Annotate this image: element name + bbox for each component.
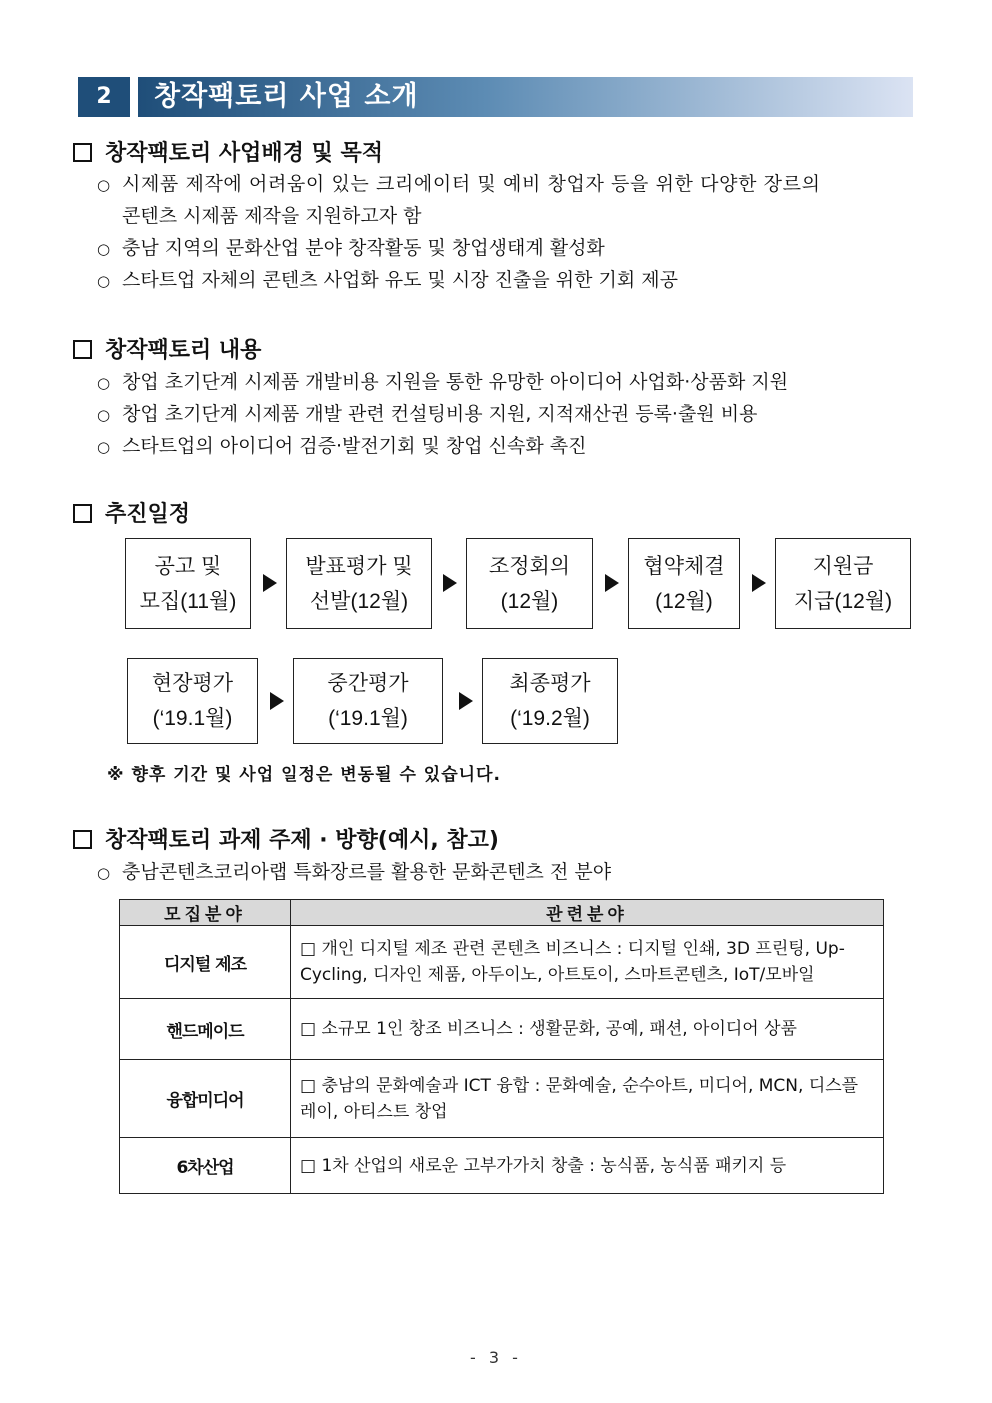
column-header-related: 관련분야 xyxy=(291,900,884,926)
table-row xyxy=(120,926,884,999)
arrow-right-icon xyxy=(459,692,473,710)
column-header-category: 모집분야 xyxy=(120,900,291,926)
schedule-step: 발표평가 및 선발(12월) xyxy=(286,538,432,629)
category-cell: 융합미디어 xyxy=(120,1060,291,1138)
section-heading-topics: 창작팩토리 과제 주제 · 방향(예시, 참고) xyxy=(73,823,499,854)
page-number: - 3 - xyxy=(470,1348,522,1367)
checkbox-square-icon xyxy=(73,504,92,523)
section-heading-content: 창작팩토리 내용 xyxy=(73,333,261,364)
list-item: ○ 스타트업의 아이디어 검증·발전기회 및 창업 신속화 촉진 xyxy=(97,433,586,460)
description-cell: □ 충남의 문화예술과 ICT 융합 : 문화예술, 순수아트, 미디어, MCN, 디스플레이, 아티스트 창업 xyxy=(291,1060,884,1138)
circle-bullet-icon: ○ xyxy=(97,406,111,424)
description-cell: □ 개인 디지털 제조 관련 콘텐츠 비즈니스 : 디지털 인쇄, 3D 프린팅, Up-Cycling, 디자인 제품, 아두이노, 아트토이, 스마트콘텐츠, IoT/모바일 xyxy=(291,926,884,999)
schedule-step: 중간평가 (‘19.1월) xyxy=(293,658,443,744)
schedule-step: 협약체결 (12월) xyxy=(628,538,740,629)
table-row xyxy=(120,999,884,1060)
circle-bullet-icon: ○ xyxy=(97,240,111,258)
circle-bullet-icon: ○ xyxy=(97,438,111,456)
description-cell: □ 소규모 1인 창조 비즈니스 : 생활문화, 공예, 패션, 아이디어 상품 xyxy=(291,999,884,1060)
schedule-note: ※ 향후 기간 및 사업 일정은 변동될 수 있습니다. xyxy=(107,765,501,785)
checkbox-square-icon xyxy=(73,830,92,849)
schedule-step: 최종평가 (‘19.2월) xyxy=(482,658,618,744)
arrow-right-icon xyxy=(752,574,766,592)
fields-table xyxy=(119,899,884,1194)
schedule-step: 조정회의 (12월) xyxy=(466,538,593,629)
category-cell: 디지털 제조 xyxy=(120,926,291,999)
circle-bullet-icon: ○ xyxy=(97,374,111,392)
list-item-continuation: 콘텐츠 시제품 제작을 지원하고자 함 xyxy=(122,205,422,227)
list-item: ○ 충남콘텐츠코리아랩 특화장르를 활용한 문화콘텐츠 전 분야 xyxy=(97,859,611,886)
description-cell: □ 1차 산업의 새로운 고부가가치 창출 : 농식품, 농식품 패키지 등 xyxy=(291,1138,884,1194)
list-item: ○ 창업 초기단계 시제품 개발비용 지원을 통한 유망한 아이디어 사업화·상품화 지원 xyxy=(97,369,788,396)
list-item: ○ 충남 지역의 문화산업 분야 창작활동 및 창업생태계 활성화 xyxy=(97,235,605,262)
checkbox-square-icon xyxy=(73,143,92,162)
table-header-row xyxy=(120,900,884,926)
checkbox-square-icon xyxy=(73,340,92,359)
list-item: ○ 창업 초기단계 시제품 개발 관련 컨설팅비용 지원, 지적재산권 등록·출원 비용 xyxy=(97,401,757,428)
schedule-step: 지원금 지급(12월) xyxy=(775,538,911,629)
arrow-right-icon xyxy=(443,574,457,592)
section-number-badge: 2 xyxy=(78,77,130,117)
arrow-right-icon xyxy=(270,692,284,710)
category-cell: 핸드메이드 xyxy=(120,999,291,1060)
section-heading-background: 창작팩토리 사업배경 및 목적 xyxy=(73,136,383,167)
circle-bullet-icon: ○ xyxy=(97,864,111,882)
page-title: 창작팩토리 사업 소개 xyxy=(154,81,419,112)
circle-bullet-icon: ○ xyxy=(97,176,111,194)
circle-bullet-icon: ○ xyxy=(97,272,111,290)
category-cell: 6차산업 xyxy=(120,1138,291,1194)
arrow-right-icon xyxy=(605,574,619,592)
list-item: ○ 스타트업 자체의 콘텐츠 사업화 유도 및 시장 진출을 위한 기회 제공 xyxy=(97,267,678,294)
list-item: ○ 시제품 제작에 어려움이 있는 크리에이터 및 예비 창업자 등을 위한 다양한 장르의 xyxy=(97,171,821,198)
section-title-bar xyxy=(138,77,913,117)
schedule-step: 현장평가 (‘19.1월) xyxy=(127,658,258,744)
table-row xyxy=(120,1138,884,1194)
schedule-step: 공고 및 모집(11월) xyxy=(125,538,251,629)
arrow-right-icon xyxy=(263,574,277,592)
table-row xyxy=(120,1060,884,1138)
section-heading-schedule: 추진일정 xyxy=(73,497,190,528)
